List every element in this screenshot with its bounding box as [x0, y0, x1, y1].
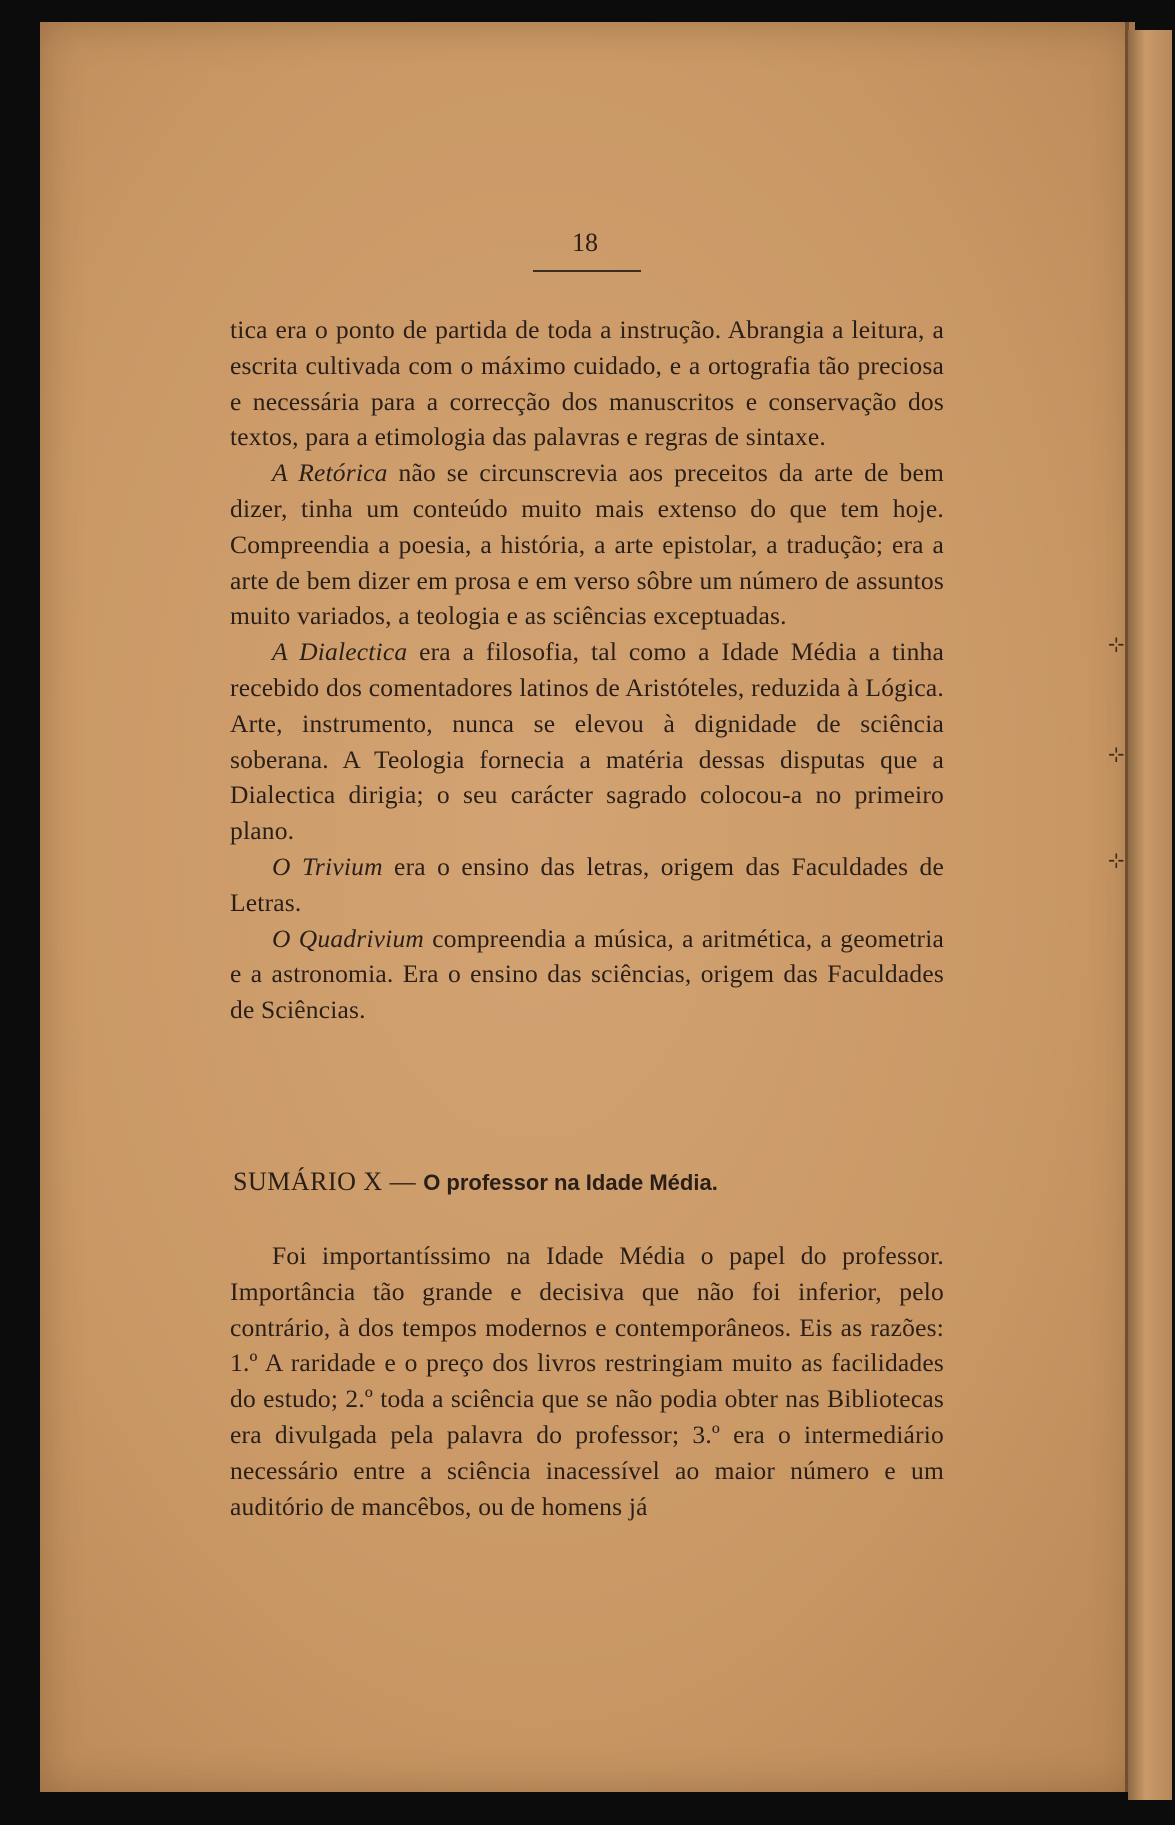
italic-term: O Quadrivium: [272, 923, 425, 953]
text-run: era o ensino das letras, origem das Faculdades de Letras.: [230, 851, 944, 917]
italic-term: A Retórica: [272, 458, 388, 488]
margin-mark-icon: ⊹: [1108, 848, 1125, 872]
text-run: era a filosofia, tal como a Idade Média a tinha recebido dos comentadores latinos de Aristóteles, reduzida à Lógica. Arte, instrumento, nunca se elevou à dignidade de sciência soberana. A Teologia fornecia a matéria dessas disputas que a Dialectica dirigia; o seu carácter sagrado colocou-a no primeiro plano.: [230, 637, 945, 846]
section-title: O professor na Idade Média.: [423, 1170, 718, 1195]
paragraph: [230, 634, 944, 849]
page-number: 18: [572, 228, 598, 257]
section-heading: [233, 1167, 993, 1197]
paragraph: [230, 849, 944, 921]
margin-mark-icon: ⊹: [1108, 742, 1125, 766]
adjacent-page-edge: [1128, 30, 1172, 1800]
paragraph: [230, 921, 944, 1028]
body-text: [230, 312, 944, 1028]
text-run: compreendia a música, a aritmética, a geometria e a astronomia. Era o ensino das sciências, origem das Faculdades de Sciências.: [230, 923, 945, 1025]
paragraph: Foi importantíssimo na Idade Média o papel do professor. Importância tão grande e decisiva que não foi inferior, pelo contrário, à dos tempos modernos e contemporâneos. Eis as razões: 1.º A raridade e o preço dos livros restringiam muito as facilidades do estudo; 2.º toda a sciência que se não podia obter nas Bibliotecas era divulgada pela palavra do professor; 3.º era o intermediário necessário entre a sciência inacessível ao maior número e um auditório de mancêbos, ou de homens já: [230, 1241, 944, 1521]
italic-term: A Dialectica: [272, 637, 408, 667]
margin-mark-icon: ⊹: [1108, 632, 1125, 656]
paragraph: [230, 455, 944, 634]
page-number-rule: [533, 270, 641, 272]
text-run: não se circunscrevia aos preceitos da arte de bem dizer, tinha um conteúdo muito mais extenso do que tem hoje. Compreendia a poesia, a história, a arte epistolar, a tradução; era a arte de bem dizer em prosa e em verso sôbre um número de assuntos muito variados, a teologia e as sciências exceptuadas.: [230, 458, 944, 631]
text-run: tica era o ponto de partida de toda a instrução. Abrangia a leitura, a escrita cultivada com o máximo cuidado, e a ortografia tão preciosa e necessária para a correcção dos manuscritos e conservação dos textos, para a etimologia das palavras e regras de sintaxe.: [230, 315, 944, 452]
section-body-text: [230, 1238, 944, 1524]
italic-term: O Trivium: [272, 851, 383, 881]
section-lead: SUMÁRIO X —: [233, 1167, 424, 1196]
paragraph: [230, 312, 944, 455]
